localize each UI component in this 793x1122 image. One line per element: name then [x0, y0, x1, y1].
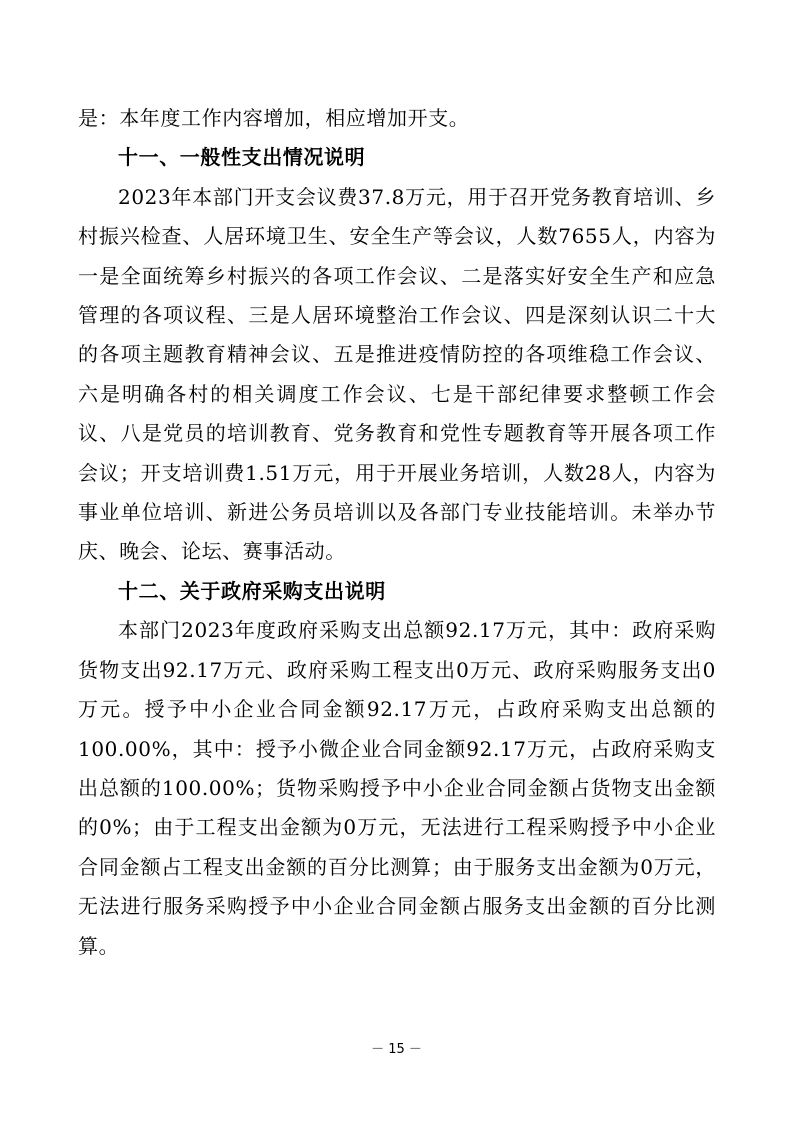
- document-body: [78, 99, 716, 966]
- paragraph-government-procurement: 本部门2023年度政府采购支出总额92.17万元，其中：政府采购货物支出92.17万元、政府采购工程支出0万元、政府采购服务支出0万元。授予中小企业合同金额92.17万元，占政府采购支出总额的100.00%，其中：授予小微企业合同金额92.17万元，占政府采购支出总额的100.00%；货物采购授予中小企业合同金额占货物支出金额的0%；由于工程支出金额为0万元，无法进行工程采购授予中小企业合同金额占工程支出金额的百分比测算；由于服务支出金额为0万元，无法进行服务采购授予中小企业合同金额占服务支出金额的百分比测算。: [78, 618, 716, 958]
- page-number: － 15 －: [371, 1042, 422, 1057]
- section-heading-general-expenditure: 十一、一般性支出情况说明: [118, 145, 366, 170]
- paragraph-meeting-training-expenses: 2023年本部门开支会议费37.8万元，用于召开党务教育培训、乡村振兴检查、人居环境卫生、安全生产等会议，人数7655人，内容为一是全面统筹乡村振兴的各项工作会议、二是落实好安全生产和应急管理的各项议程、三是人居环境整治工作会议、四是深刻认识二十大的各项主题教育精神会议、五是推进疫情防控的各项维稳工作会议、六是明确各村的相关调度工作会议、七是干部纪律要求整顿工作会议、八是党员的培训教育、党务教育和党性专题教育等开展各项工作会议；开支培训费1.51万元，用于开展业务培训，人数28人，内容为事业单位培训、新进公务员培训以及各部门专业技能培训。未举办节庆、晚会、论坛、赛事活动。: [78, 184, 716, 564]
- paragraph-continuation: 是：本年度工作内容增加，相应增加开支。: [78, 106, 470, 130]
- section-heading-government-procurement: 十二、关于政府采购支出说明: [118, 578, 386, 603]
